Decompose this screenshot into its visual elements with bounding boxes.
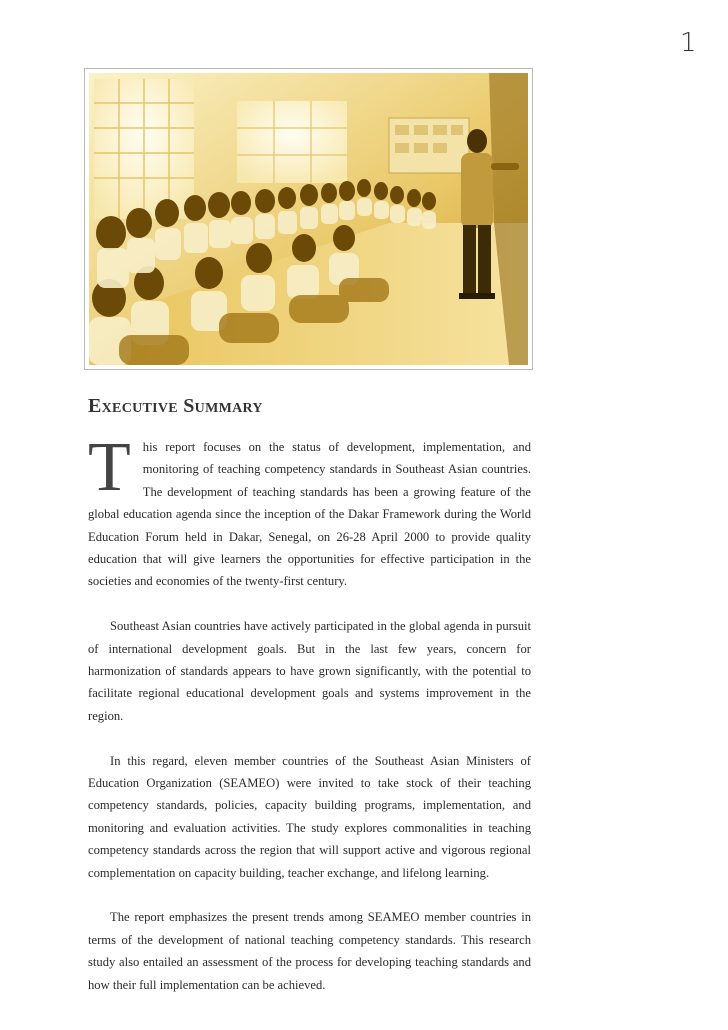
page-number: 1 [680,28,697,58]
classroom-photo [84,68,533,370]
paragraph-1 [88,429,531,593]
section-heading: Executive Summary [88,395,263,417]
classroom-photo-icon [89,73,528,365]
paragraph-4: The report emphasizes the present trends among SEAMEO member countries in terms of the development of national teaching competency standards. This research study also entailed an assessment of the process for developing teaching standards and how their full implementation can be achieved. [88,910,531,992]
paragraph-3: In this regard, eleven member countries of the Southeast Asian Ministers of Education Organization (SEAMEO) were invited to take stock of their teaching competency standards, policies, capacity building programs, implementation, and monitoring and evaluation activities. The study explores commonalities in teaching competency standards across the region that will support active and vigorous regional complementation on capacity building, teacher exchange, and lifelong learning. [88,753,531,880]
paragraph-1-text: his report focuses on the status of development, implementation, and monitoring of teaching competency standards in Southeast Asian countries. The development of teaching standards has been a growing feature of the global education agenda since the inception of the Dakar Framework during the World Education Forum held in Dakar, Senegal, on 26-28 April 2000 to provide quality education that will give learners the opportunities for effective participation in the societies and economies of the twenty-first century. [88,440,531,589]
paragraph-2: Southeast Asian countries have actively participated in the global agenda in pursuit of international development goals. But in the last few years, concern for harmonization of standards appears to have grown significantly, with the potential to facilitate regional educational development goals and systems improvement in the region. [88,619,531,723]
summary-text [88,429,531,996]
drop-cap: T [88,429,131,506]
